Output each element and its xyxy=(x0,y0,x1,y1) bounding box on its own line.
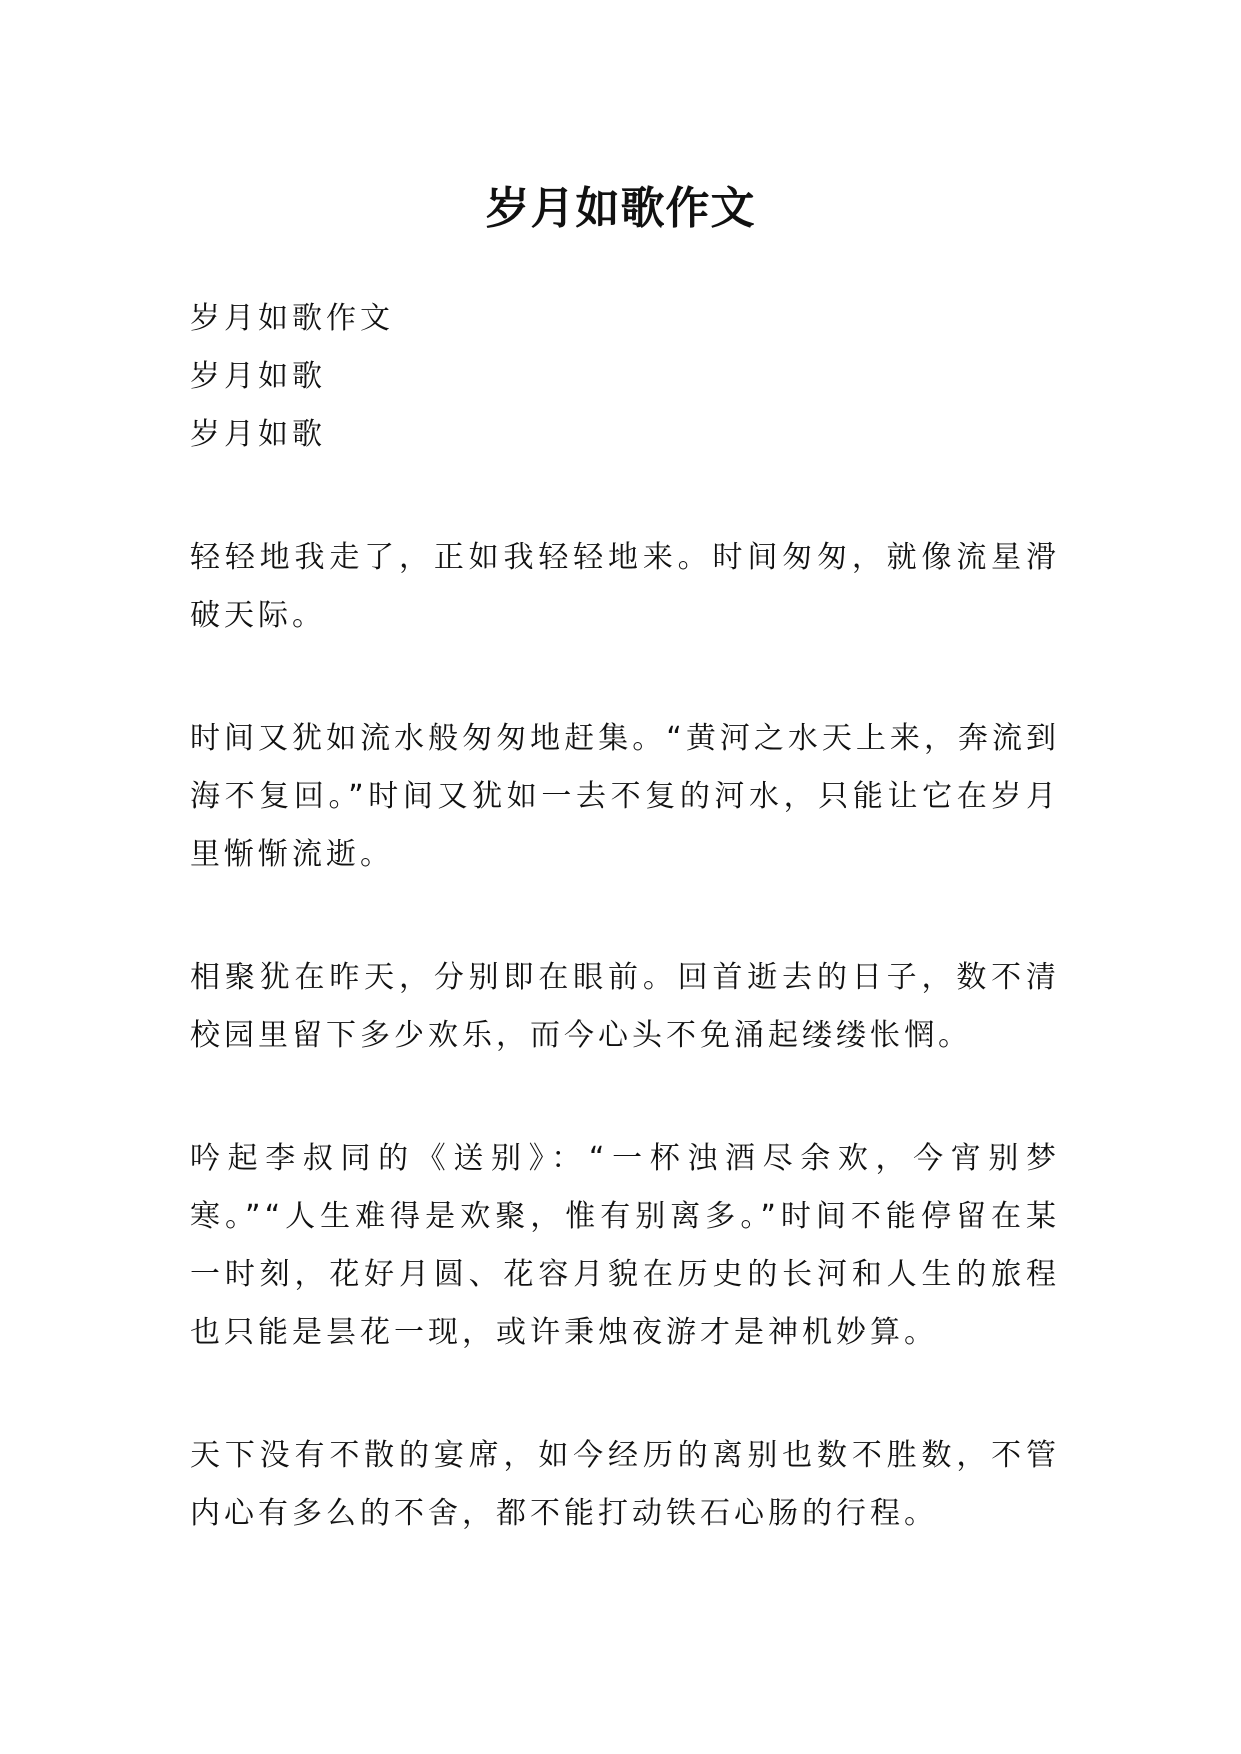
heading-block xyxy=(190,290,1060,464)
paragraph: 天下没有不散的宴席，如今经历的离别也数不胜数，不管内心有多么的不舍，都不能打动铁石心肠的行程。 xyxy=(190,1438,1060,1531)
paragraph: 轻轻地我走了，正如我轻轻地来。时间匆匆，就像流星滑破天际。 xyxy=(190,540,1060,633)
paragraph: 时间又犹如流水般匆匆地赶集。“黄河之水天上来，奔流到海不复回。”时间又犹如一去不复的河水，只能让它在岁月里惭惭流逝。 xyxy=(190,721,1060,872)
paragraph: 吟起李叔同的《送别》：“一杯浊酒尽余欢，今宵别梦寒。”“人生难得是欢聚，惟有别离多。”时间不能停留在某一时刻，花好月圆、花容月貌在历史的长河和人生的旅程也只能是昙花一现，或许秉烛夜游才是神机妙算。 xyxy=(190,1141,1060,1350)
heading-line: 岁月如歌 xyxy=(190,417,326,452)
heading-line: 岁月如歌作文 xyxy=(190,301,394,336)
document-title: 岁月如歌作文 xyxy=(485,183,756,235)
paragraph: 相聚犹在昨天，分别即在眼前。回首逝去的日子，数不清校园里留下多少欢乐，而今心头不免涌起缕缕怅惘。 xyxy=(190,960,1060,1053)
heading-line: 岁月如歌 xyxy=(190,359,326,394)
document-body xyxy=(190,290,1060,1608)
